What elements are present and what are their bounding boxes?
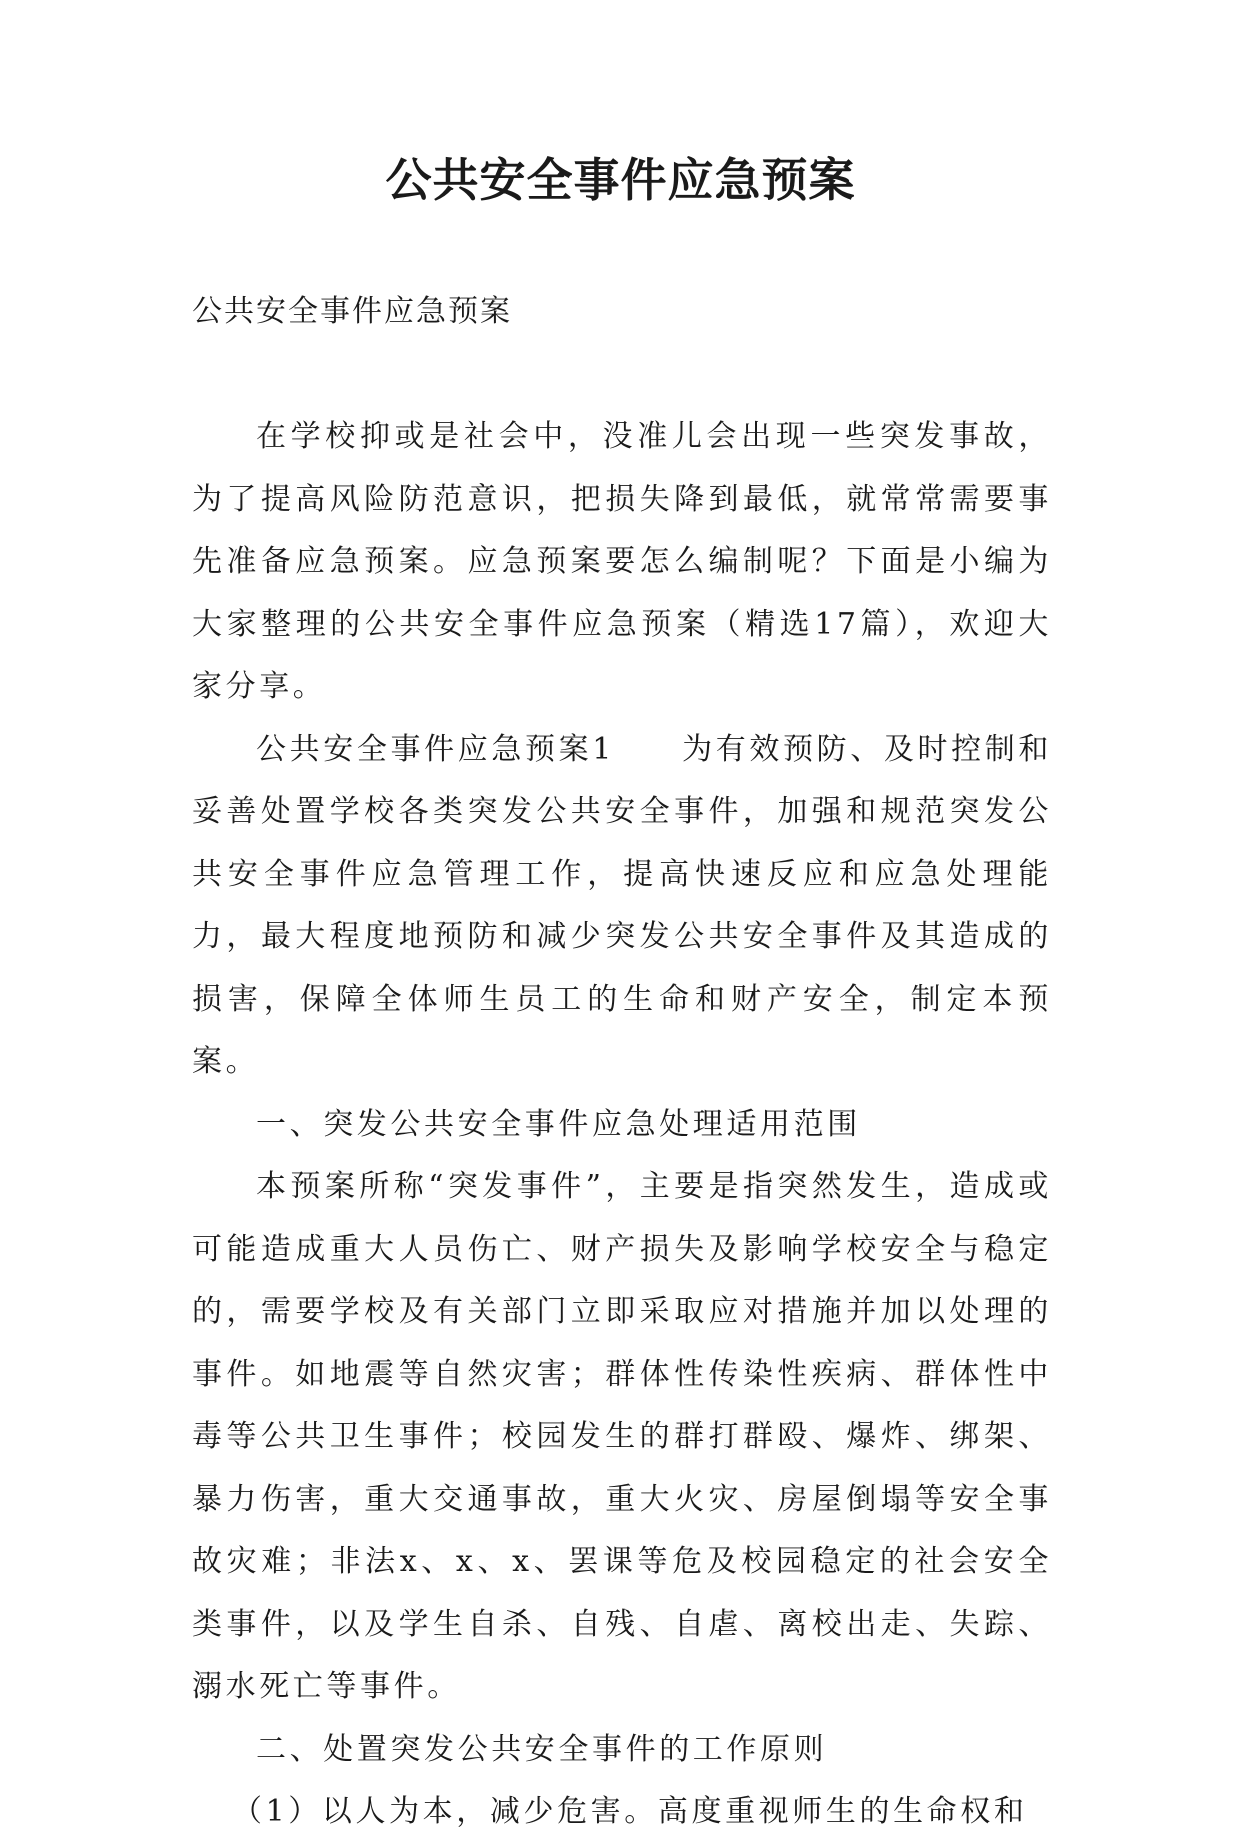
paragraph-scope: 本预案所称“突发事件”，主要是指突然发生，造成或可能造成重大人员伤亡、财产损失及影响学校安全与稳定的，需要学校及有关部门立即采取应对措施并加以处理的事件。如地震等自然灾害；群体性传染性疾病、群体性中毒等公共卫生事件；校园发生的群打群殴、爆炸、绑架、暴力伤害，重大交通事故，重大火灾、房屋倒塌等安全事故灾难；非法x、x、x、罢课等危及校园稳定的社会安全类事件，以及学生自杀、自残、自虐、离校出走、失踪、溺水死亡等事件。: [192, 1169, 1052, 1704]
document-title: 公共安全事件应急预案: [385, 153, 856, 207]
section-heading-principles: 二、处置突发公共安全事件的工作原则: [256, 1731, 828, 1767]
document-subtitle: 公共安全事件应急预案: [192, 294, 512, 329]
document-body: [192, 406, 1052, 1844]
paragraph-plan-1: 公共安全事件应急预案1 为有效预防、及时控制和妥善处置学校各类突发公共安全事件，加强和规范突发公共安全事件应急管理工作，提高快速反应和应急处理能力，最大程度地预防和减少突发公共安全事件及其造成的损害，保障全体师生员工的生命和财产安全，制定本预案。: [192, 731, 1052, 1079]
section-heading-scope: 一、突发公共安全事件应急处理适用范围: [256, 1106, 861, 1142]
paragraph-intro: 在学校抑或是社会中，没准儿会出现一些突发事故，为了提高风险防范意识，把损失降到最低，就常常需要事先准备应急预案。应急预案要怎么编制呢？下面是小编为大家整理的公共安全事件应急预案（精选17篇），欢迎大家分享。: [192, 419, 1052, 704]
paragraph-principle-1: （1）以人为本，减少危害。高度重视师生的生命权和: [232, 1794, 1028, 1829]
